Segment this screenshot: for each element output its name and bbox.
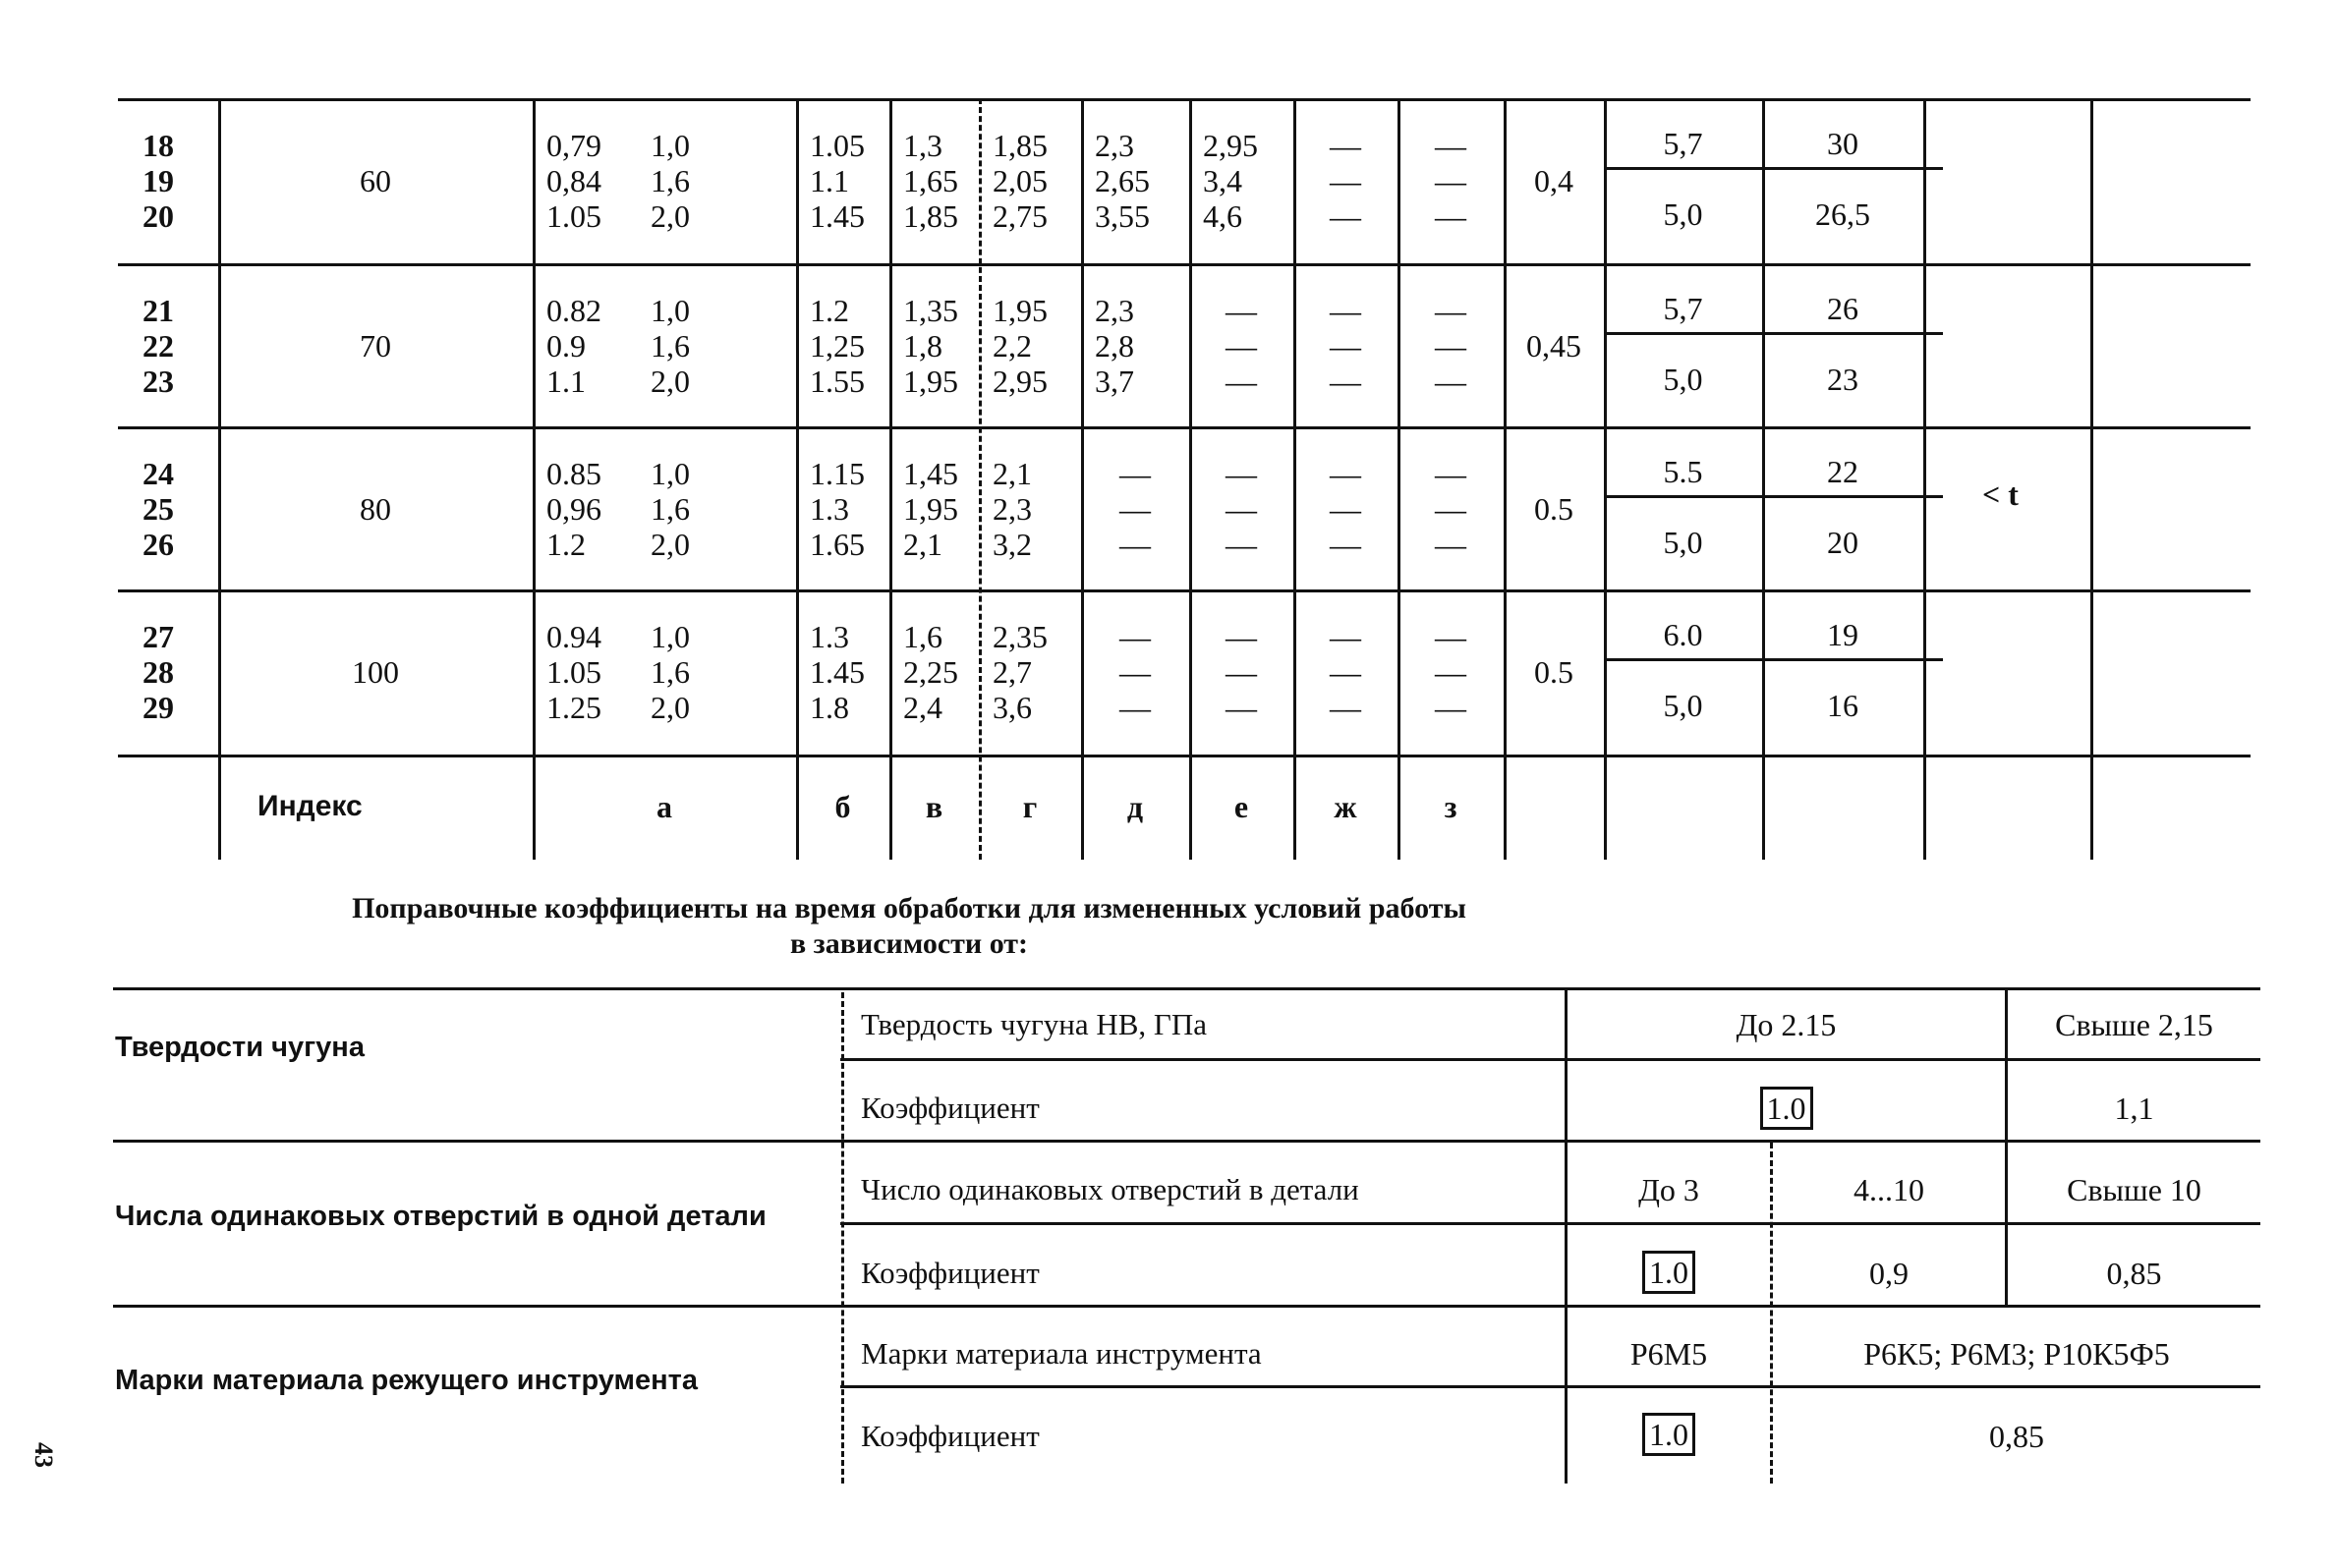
col-v-values: [903, 619, 958, 725]
index-letter: а: [656, 789, 672, 824]
col-g-values: [993, 456, 1032, 562]
corrections-title-line2: в зависимости от:: [789, 927, 1029, 960]
top-left-value: 6.0: [1663, 617, 1703, 652]
hardness-value-1: До 2.15: [1736, 1007, 1837, 1042]
feed-value: 1,0: [651, 456, 690, 491]
col-g-values: [993, 128, 1048, 234]
col-b-value: 1.1: [810, 163, 849, 198]
index-letter: г: [1022, 789, 1038, 824]
row-numbers: [143, 619, 211, 725]
col-b-value: 1.05: [810, 128, 865, 163]
side-note: < t: [1982, 476, 2019, 512]
index-letter: д: [1126, 789, 1144, 824]
col-d-values: [1081, 619, 1189, 725]
table-vline: [796, 98, 799, 860]
col-g-value: 2,75: [993, 198, 1048, 234]
section-label-tool: Марки материала режущего инструмента: [115, 1365, 698, 1396]
col-zh-values: [1293, 293, 1397, 399]
feed-value: 1,6: [651, 328, 690, 364]
feed-values: [651, 293, 690, 399]
col-z-value: —: [1435, 527, 1466, 562]
col-b-value: 1.45: [810, 654, 865, 690]
col-a-values: [546, 293, 601, 399]
col-d-value: 3,7: [1095, 364, 1134, 399]
col-d-value: 2,3: [1095, 293, 1134, 328]
col-b-values: [810, 293, 865, 399]
col-e-values: [1189, 619, 1293, 725]
top-right-value: 19: [1827, 617, 1858, 652]
feed-value: 1,6: [651, 491, 690, 527]
diameter-value: 100: [352, 654, 399, 690]
col-z-value: —: [1435, 163, 1466, 198]
col-v-values: [903, 456, 958, 562]
col-d-value: 2,3: [1095, 128, 1134, 163]
page-number: 43: [29, 1442, 58, 1468]
col-zh-values: [1293, 456, 1397, 562]
row-numbers: [143, 456, 211, 562]
col-z-values: [1397, 456, 1504, 562]
col-zh-value: —: [1330, 619, 1361, 654]
col-z-values: [1397, 619, 1504, 725]
col-v-values: [903, 128, 958, 234]
split-line: [1604, 332, 1943, 335]
col-d-value: —: [1119, 654, 1151, 690]
top-left-value: 5,7: [1663, 291, 1703, 326]
col-a-value: 1.1: [546, 364, 586, 399]
col-a-value: 0,96: [546, 491, 601, 527]
col-a-value: 1.2: [546, 527, 586, 562]
bottom-left-value: 5,0: [1663, 525, 1703, 560]
top-right-value: 30: [1827, 126, 1858, 161]
table-hline: [118, 98, 2251, 101]
tool-value-1: Р6М5: [1629, 1336, 1708, 1372]
col-e-value: —: [1226, 491, 1257, 527]
col-v-value: 1,8: [903, 328, 942, 364]
col-g-value: 3,2: [993, 527, 1032, 562]
param-holes: Число одинаковых отверстий в детали: [861, 1172, 1359, 1206]
tool-coef-2: 0,85: [1989, 1419, 2044, 1454]
hardness-value-2: Свыше 2,15: [2055, 1007, 2213, 1042]
table-vline: [533, 98, 536, 860]
param-tool: Марки материала инструмента: [861, 1336, 1262, 1371]
col-zh-value: —: [1330, 328, 1361, 364]
col-d-values: [1095, 293, 1134, 399]
col-a-values: [546, 128, 601, 234]
row-number: 23: [143, 364, 174, 399]
col-g-value: 1,95: [993, 293, 1048, 328]
bottom-right-value: 26,5: [1815, 196, 1870, 232]
feed-values: [651, 456, 690, 562]
col-e-value: —: [1226, 328, 1257, 364]
row-number: 29: [143, 690, 174, 725]
col-v-value: 1,65: [903, 163, 958, 198]
tool-value-2: Р6К5; Р6М3; Р10К5Ф5: [1863, 1336, 2170, 1372]
index-label: Индекс: [257, 790, 363, 822]
col-zh-value: —: [1330, 690, 1361, 725]
col-e-value: —: [1226, 456, 1257, 491]
section-label-hardness: Твердости чугуна: [115, 1032, 365, 1063]
bottom-right-value: 23: [1827, 362, 1858, 397]
row-numbers: [143, 128, 211, 234]
row-number: 22: [143, 328, 174, 364]
coef-label-holes: Коэффициент: [861, 1256, 1040, 1290]
row-number: 25: [143, 491, 174, 527]
holes-value-2: 4...10: [1853, 1172, 1924, 1207]
col-e-value: —: [1226, 619, 1257, 654]
col-b-value: 1.2: [810, 293, 849, 328]
corrections-title-line1: Поправочные коэффициенты на время обработки для измененных условий работы: [352, 892, 1466, 924]
feed-value: 2,0: [651, 690, 690, 725]
col-b-value: 1,25: [810, 328, 865, 364]
col-v-value: 2,1: [903, 527, 942, 562]
feed-value: 1,0: [651, 128, 690, 163]
col-b-value: 1.65: [810, 527, 865, 562]
col-z-values: [1397, 128, 1504, 234]
feed-value: 1,6: [651, 654, 690, 690]
top-right-value: 26: [1827, 291, 1858, 326]
col-zh-values: [1293, 128, 1397, 234]
top-left-value: 5,7: [1663, 126, 1703, 161]
feed-value: 1,0: [651, 619, 690, 654]
table-vline: [1504, 98, 1507, 860]
col-b-values: [810, 456, 865, 562]
split-line: [1604, 167, 1943, 170]
diameter-value: 60: [360, 163, 391, 198]
holes-coef-3: 0,85: [2106, 1256, 2162, 1291]
col-a-value: 0.9: [546, 328, 586, 364]
row-numbers: [143, 293, 211, 399]
col-a-value: 0,84: [546, 163, 601, 198]
col-v-value: 1,45: [903, 456, 958, 491]
col-zh-value: —: [1330, 293, 1361, 328]
col-b-value: 1.55: [810, 364, 865, 399]
col-a-value: 0.94: [546, 619, 601, 654]
col-d-value: —: [1119, 491, 1151, 527]
col-b-value: 1.8: [810, 690, 849, 725]
col-e-values: [1189, 293, 1293, 399]
col-e-value: 3,4: [1203, 163, 1242, 198]
col-e-value: —: [1226, 690, 1257, 725]
diameter-value: 70: [360, 328, 391, 364]
bottom-left-value: 5,0: [1663, 688, 1703, 723]
col-d-value: 2,8: [1095, 328, 1134, 364]
col-d-values: [1081, 456, 1189, 562]
feed-value: 1,0: [651, 293, 690, 328]
coef-label-hardness: Коэффициент: [861, 1091, 1040, 1125]
col-e-value: —: [1226, 527, 1257, 562]
index-letter: з: [1444, 789, 1457, 824]
table-hline: [118, 755, 2251, 757]
col-g-value: 2,2: [993, 328, 1032, 364]
index-letter: ж: [1334, 789, 1357, 824]
col-a-value: 1.05: [546, 198, 601, 234]
coef-k-value: 0.5: [1534, 654, 1573, 690]
table-vline: [1923, 98, 1926, 860]
table-hline: [118, 589, 2251, 592]
coef-label-tool: Коэффициент: [861, 1419, 1040, 1453]
col-z-value: —: [1435, 198, 1466, 234]
section-label-holes: Числа одинаковых отверстий в одной детали: [115, 1201, 767, 1232]
table-vline: [2090, 98, 2093, 860]
coef-k-value: 0,4: [1534, 163, 1573, 198]
row-number: 26: [143, 527, 174, 562]
table-vline: [889, 98, 892, 860]
row-number: 21: [143, 293, 174, 328]
col-a-value: 1.05: [546, 654, 601, 690]
bottom-left-value: 5,0: [1663, 362, 1703, 397]
col-b-value: 1.3: [810, 491, 849, 527]
col-d-value: 2,65: [1095, 163, 1150, 198]
tool-coef-1: 1.0: [1568, 1413, 1770, 1456]
col-e-values: [1189, 456, 1293, 562]
feed-value: 2,0: [651, 198, 690, 234]
col-d-value: —: [1119, 619, 1151, 654]
col-g-value: 2,95: [993, 364, 1048, 399]
col-b-value: 1.15: [810, 456, 865, 491]
row-number: 24: [143, 456, 174, 491]
col-z-value: —: [1435, 128, 1466, 163]
holes-value-1: До 3: [1638, 1172, 1699, 1207]
split-line: [1604, 658, 1943, 661]
col-e-value: 2,95: [1203, 128, 1258, 163]
col-zh-value: —: [1330, 128, 1361, 163]
col-z-value: —: [1435, 328, 1466, 364]
holes-coef-2: 0,9: [1869, 1256, 1909, 1291]
col-e-value: —: [1226, 654, 1257, 690]
col-e-value: —: [1226, 293, 1257, 328]
hardness-coef-2: 1,1: [2114, 1091, 2154, 1126]
top-left-value: 5.5: [1663, 454, 1703, 489]
bottom-left-value: 5,0: [1663, 196, 1703, 232]
feed-values: [651, 128, 690, 234]
col-d-value: —: [1119, 456, 1151, 491]
col-v-value: 2,4: [903, 690, 942, 725]
col-g-value: 2,1: [993, 456, 1032, 491]
col-zh-values: [1293, 619, 1397, 725]
hardness-coef-1: 1.0: [1568, 1087, 2005, 1130]
table-hline: [118, 263, 2251, 266]
col-g-values: [993, 293, 1048, 399]
col-a-values: [546, 619, 601, 725]
col-b-values: [810, 128, 865, 234]
col-g-value: 2,05: [993, 163, 1048, 198]
col-b-values: [810, 619, 865, 725]
table-hline: [118, 426, 2251, 429]
col-v-values: [903, 293, 958, 399]
col-g-value: 2,3: [993, 491, 1032, 527]
col-v-value: 1,3: [903, 128, 942, 163]
col-e-values: [1203, 128, 1258, 234]
col-e-value: —: [1226, 364, 1257, 399]
col-zh-value: —: [1330, 527, 1361, 562]
col-z-value: —: [1435, 619, 1466, 654]
feed-value: 2,0: [651, 527, 690, 562]
col-z-value: —: [1435, 491, 1466, 527]
col-z-values: [1397, 293, 1504, 399]
col-e-value: 4,6: [1203, 198, 1242, 234]
col-a-value: 0.82: [546, 293, 601, 328]
col-v-value: 1,95: [903, 491, 958, 527]
col-d-values: [1095, 128, 1150, 234]
holes-value-3: Свыше 10: [2067, 1172, 2201, 1207]
col-v-value: 1,35: [903, 293, 958, 328]
col-b-value: 1.3: [810, 619, 849, 654]
col-a-value: 0,79: [546, 128, 601, 163]
col-b-value: 1.45: [810, 198, 865, 234]
col-zh-value: —: [1330, 198, 1361, 234]
col-z-value: —: [1435, 690, 1466, 725]
table-vline: [218, 98, 221, 860]
col-g-value: 3,6: [993, 690, 1032, 725]
col-zh-value: —: [1330, 456, 1361, 491]
col-z-value: —: [1435, 456, 1466, 491]
feed-values: [651, 619, 690, 725]
col-g-value: 2,35: [993, 619, 1048, 654]
split-line: [1604, 495, 1943, 498]
col-v-value: 1,95: [903, 364, 958, 399]
table-vline: [979, 98, 982, 860]
top-right-value: 22: [1827, 454, 1858, 489]
index-letter: е: [1233, 789, 1249, 824]
col-zh-value: —: [1330, 364, 1361, 399]
row-number: 20: [143, 198, 174, 234]
col-g-value: 1,85: [993, 128, 1048, 163]
bottom-right-value: 16: [1827, 688, 1858, 723]
col-a-values: [546, 456, 601, 562]
col-z-value: —: [1435, 654, 1466, 690]
col-v-value: 1,6: [903, 619, 942, 654]
index-letter: в: [925, 789, 943, 824]
row-number: 19: [143, 163, 174, 198]
col-d-value: 3,55: [1095, 198, 1150, 234]
row-number: 18: [143, 128, 174, 163]
col-a-value: 1.25: [546, 690, 601, 725]
col-g-values: [993, 619, 1048, 725]
coef-k-value: 0,45: [1526, 328, 1581, 364]
col-z-value: —: [1435, 293, 1466, 328]
feed-value: 1,6: [651, 163, 690, 198]
col-a-value: 0.85: [546, 456, 601, 491]
diameter-value: 80: [360, 491, 391, 527]
col-zh-value: —: [1330, 654, 1361, 690]
feed-value: 2,0: [651, 364, 690, 399]
col-zh-value: —: [1330, 163, 1361, 198]
row-number: 28: [143, 654, 174, 690]
col-d-value: —: [1119, 690, 1151, 725]
coef-k-value: 0.5: [1534, 491, 1573, 527]
col-g-value: 2,7: [993, 654, 1032, 690]
index-letter: б: [834, 789, 851, 824]
col-z-value: —: [1435, 364, 1466, 399]
col-d-value: —: [1119, 527, 1151, 562]
row-number: 27: [143, 619, 174, 654]
col-v-value: 2,25: [903, 654, 958, 690]
col-zh-value: —: [1330, 491, 1361, 527]
bottom-right-value: 20: [1827, 525, 1858, 560]
col-v-value: 1,85: [903, 198, 958, 234]
param-hardness: Твердость чугуна НВ, ГПа: [861, 1007, 1207, 1041]
holes-coef-1: 1.0: [1568, 1251, 1770, 1294]
